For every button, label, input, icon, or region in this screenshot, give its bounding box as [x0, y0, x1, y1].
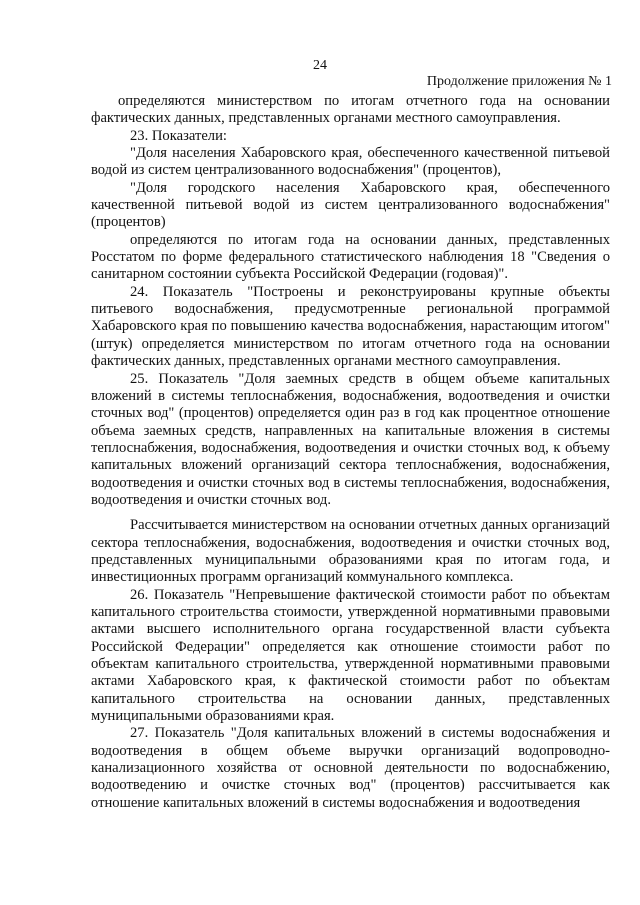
paragraph: определяются по итогам года на основании данных, представленных Росстатом по форме федерального статистического наблюдения 18 "Сведения о санитарном состоянии субъекта Российской Федерации (годовая)".: [91, 231, 610, 283]
paragraph: 23. Показатели:: [130, 127, 227, 144]
paragraph: "Доля населения Хабаровского края, обеспеченного качественной питьевой водой из систем централизованного водоснабжения" (процентов),: [91, 145, 610, 179]
paragraph: определяются министерством по итогам отчетного года на основании фактических данных, представленных органами местного самоуправления.: [91, 93, 610, 127]
document-body: [91, 93, 610, 812]
paragraph: Рассчитывается министерством на основании отчетных данных организаций сектора теплоснабжения, водоснабжения, водоотведения и очистки сточных вод, представленных муниципальными образованиями края по итогам года, и инвестиционных программ организаций коммунального комплекса.: [91, 517, 610, 586]
paragraph: 25. Показатель "Доля заемных средств в общем объеме капитальных вложений в системы теплоснабжения, водоснабжения, водоотведения и очистки сточных вод" (процентов) определяется один раз в год как процентное отношение объема заемных средств, направленных на капитальные вложения в системы теплоснабжения, водоснабжения, водоотведения и очистки сточных вод, к объему капитальных вложений организаций сектора теплоснабжения, водоснабжения, водоотведения и очистки сточных вод в системы теплоснабжения, водоснабжения, водоотведения и очистки сточных вод.: [91, 370, 610, 508]
paragraph: 24. Показатель "Построены и реконструированы крупные объекты питьевого водоснабжения, предусмотренные региональной программой Хабаровского края по повышению качества водоснабжения, нарастающим итогом" (штук) определяется министерством по итогам отчетного года на основании фактических данных, представленных органами местного самоуправления.: [91, 283, 610, 370]
page-number: 24: [313, 58, 327, 73]
appendix-continuation-note: Продолжение приложения № 1: [426, 74, 612, 89]
paragraph: 26. Показатель "Непревышение фактической стоимости работ по объектам капитального строительства стоимости, утвержденной нормативными правовыми актами высшего исполнительного органа государственной власти субъекта Российской Федерации" определяется как отношение стоимости работ по объектам капитального строительства, утвержденной нормативными правовыми актами Хабаровского края, к фактической стоимости работ по объектам капитального строительства на основании данных, представленных муниципальными образованиями края.: [91, 586, 610, 725]
paragraph: "Доля городского населения Хабаровского края, обеспеченного качественной питьевой водой из систем централизованного водоснабжения" (процентов): [91, 179, 610, 231]
paragraph: 27. Показатель "Доля капитальных вложений в системы водоснабжения и водоотведения в общем объеме выручки организаций водопроводно-канализационного хозяйства от основной деятельности по водоснабжению, водоотведению и очистке сточных вод" (процентов) рассчитывается как отношение капитальных вложений в системы водоснабжения и водоотведения: [91, 725, 610, 811]
